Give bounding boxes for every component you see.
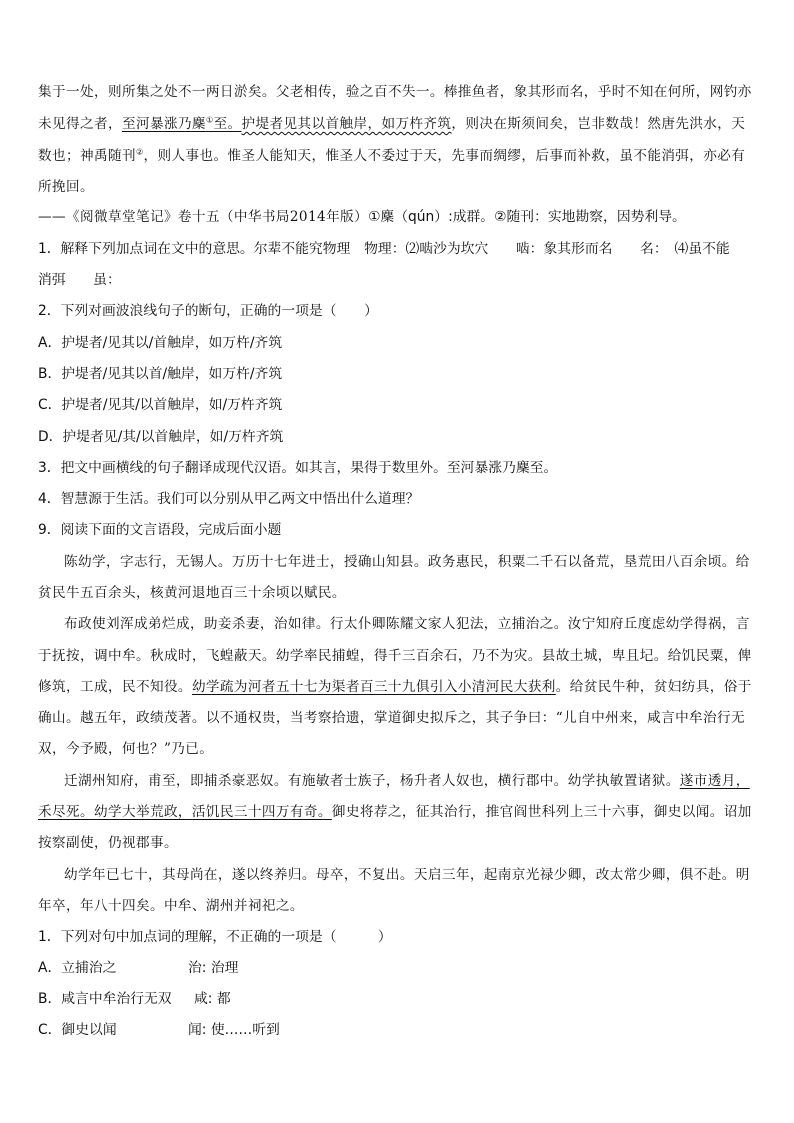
option-c: C．护堤者/见其/以首触岸，如/万杵齐筑 bbox=[38, 397, 283, 413]
footnote-marker: ② bbox=[135, 147, 144, 157]
passage-b-line: 双，今予殿，何也？”乃已。 bbox=[38, 741, 214, 757]
underlined-sentence: 幼学疏为河者五十七为渠者百三十九俱引入小清河民大获利 bbox=[191, 679, 556, 695]
option-c: C．御史以闻 闻: 使……听到 bbox=[38, 1022, 280, 1038]
passage-b-line: 禾尽死。幼学大举荒政，活饥民三十四万有奇。御史将荐之，征其治行，推官阎世科列上三十六事，御史以闻。诏加 bbox=[38, 804, 752, 820]
option-b: B．护堤者/见其以首/触岸，如万杵/齐筑 bbox=[38, 366, 283, 382]
wavy-underlined-sentence: 护堤者见其以首触岸，如万杵齐筑 bbox=[241, 116, 452, 132]
passage-b-line: 于抚按，调中牟。秋成时，飞蝗蔽天。幼学率民捕蝗，得千三百余石，乃不为灾。县故土城，卑且圮。给饥民粟，俾 bbox=[38, 648, 752, 664]
passage-b-line: 布政使刘浑成弟烂成，助妾杀妻，治如律。行太仆卿陈耀文家人犯法，立捕治之。汝宁知府丘度虑幼学得祸，言 bbox=[64, 616, 750, 632]
underlined-sentence: 遂市透月， bbox=[679, 773, 750, 789]
passage-line: 数也；神禹随刊②，则人事也。惟圣人能知天，惟圣人不委过于天，先事而绸缪，后事而补救，虽不能消弭，亦必有 bbox=[38, 147, 746, 164]
option-d: D．护堤者见/其/以首触岸，如/万杵齐筑 bbox=[38, 429, 284, 445]
source-note: ——《阅微草堂笔记》卷十五（中华书局2014年版）①麇（qún）:成群。②随刊：实地勘察，因势利导。 bbox=[38, 209, 686, 225]
option-b: B．咸言中牟治行无双 咸: 都 bbox=[38, 991, 231, 1007]
passage-b-line: 年卒，年八十四矣。中牟、湖州并祠祀之。 bbox=[38, 898, 304, 914]
question-1-cont: 消弭 虽： bbox=[38, 272, 121, 288]
passage-b-line: 迁湖州知府，甫至，即捕杀豪恶奴。有施敏者士族子，杨升者人奴也，横行郡中。幼学执敏置诸狱。遂市透月， bbox=[64, 773, 750, 789]
passage-b-line: 按察副使，仍视郡事。 bbox=[38, 835, 178, 851]
option-a: A．立捕治之 治: 治理 bbox=[38, 960, 239, 976]
question-3: 3．把文中画横线的句子翻译成现代汉语。如其言，果得于数里外。至河暴涨乃麇至。 bbox=[38, 460, 558, 476]
passage-b-line: 贫民牛五百余头，核黄河退地百三十余顷以赋民。 bbox=[38, 585, 346, 601]
footnote-marker: ① bbox=[205, 115, 214, 125]
passage-b-line: 幼学年已七十，其母尚在，遂以终养归。母卒，不复出。天启三年，起南京光禄少卿，改太常少卿，俱不赴。明 bbox=[64, 867, 750, 883]
passage-b-line: 确山。越五年，政绩茂著。以不通权贵，当考察拾遗，掌道御史拟斥之，其子争曰：“儿自中州来，咸言中牟治行无 bbox=[38, 710, 746, 726]
question-2: 2．下列对画波浪线句子的断句，正确的一项是（ ） bbox=[38, 303, 378, 319]
underlined-sentence: 至河暴涨乃麇①至。 bbox=[121, 115, 242, 132]
question-9: 9．阅读下面的文言语段，完成后面小题 bbox=[38, 522, 282, 538]
passage-line: 集于一处，则所集之处不一两日淤矣。父老相传，验之百不失一。棒推鱼者，象其形而名，乎时不知在何所，网钓亦 bbox=[38, 84, 752, 100]
option-a: A．护堤者/见其以/首触岸，如万杵/齐筑 bbox=[38, 335, 283, 351]
question-b-1: 1．下列对句中加点词的理解，不正确的一项是（ ） bbox=[38, 929, 392, 945]
passage-line: 未见得之者，至河暴涨乃麇①至。护堤者见其以首触岸，如万杵齐筑，则决在斯须间矣，岂非数哉！然唐先洪水，天 bbox=[38, 115, 746, 132]
underlined-sentence: 禾尽死。幼学大举荒政，活饥民三十四万有奇。 bbox=[38, 804, 332, 820]
passage-b-line: 陈幼学，字志行，无锡人。万历十七年进士，授确山知县。政务惠民，积粟二千石以备荒，垦荒田八百余顷。给 bbox=[64, 554, 750, 570]
passage-line: 所挽回。 bbox=[38, 179, 94, 195]
question-4: 4．智慧源于生活。我们可以分别从甲乙两文中悟出什么道理？ bbox=[38, 491, 420, 507]
passage-b-line: 修筑，工成，民不知役。幼学疏为河者五十七为渠者百三十九俱引入小清河民大获利。给贫民牛种，贫妇纺具，俗于 bbox=[38, 679, 752, 695]
question-1: 1．解释下列加点词在文中的意思。尔辈不能究物理 物理：⑵啮沙为坎穴 啮：象其形而名 名： ⑷虽不能 bbox=[38, 241, 730, 257]
